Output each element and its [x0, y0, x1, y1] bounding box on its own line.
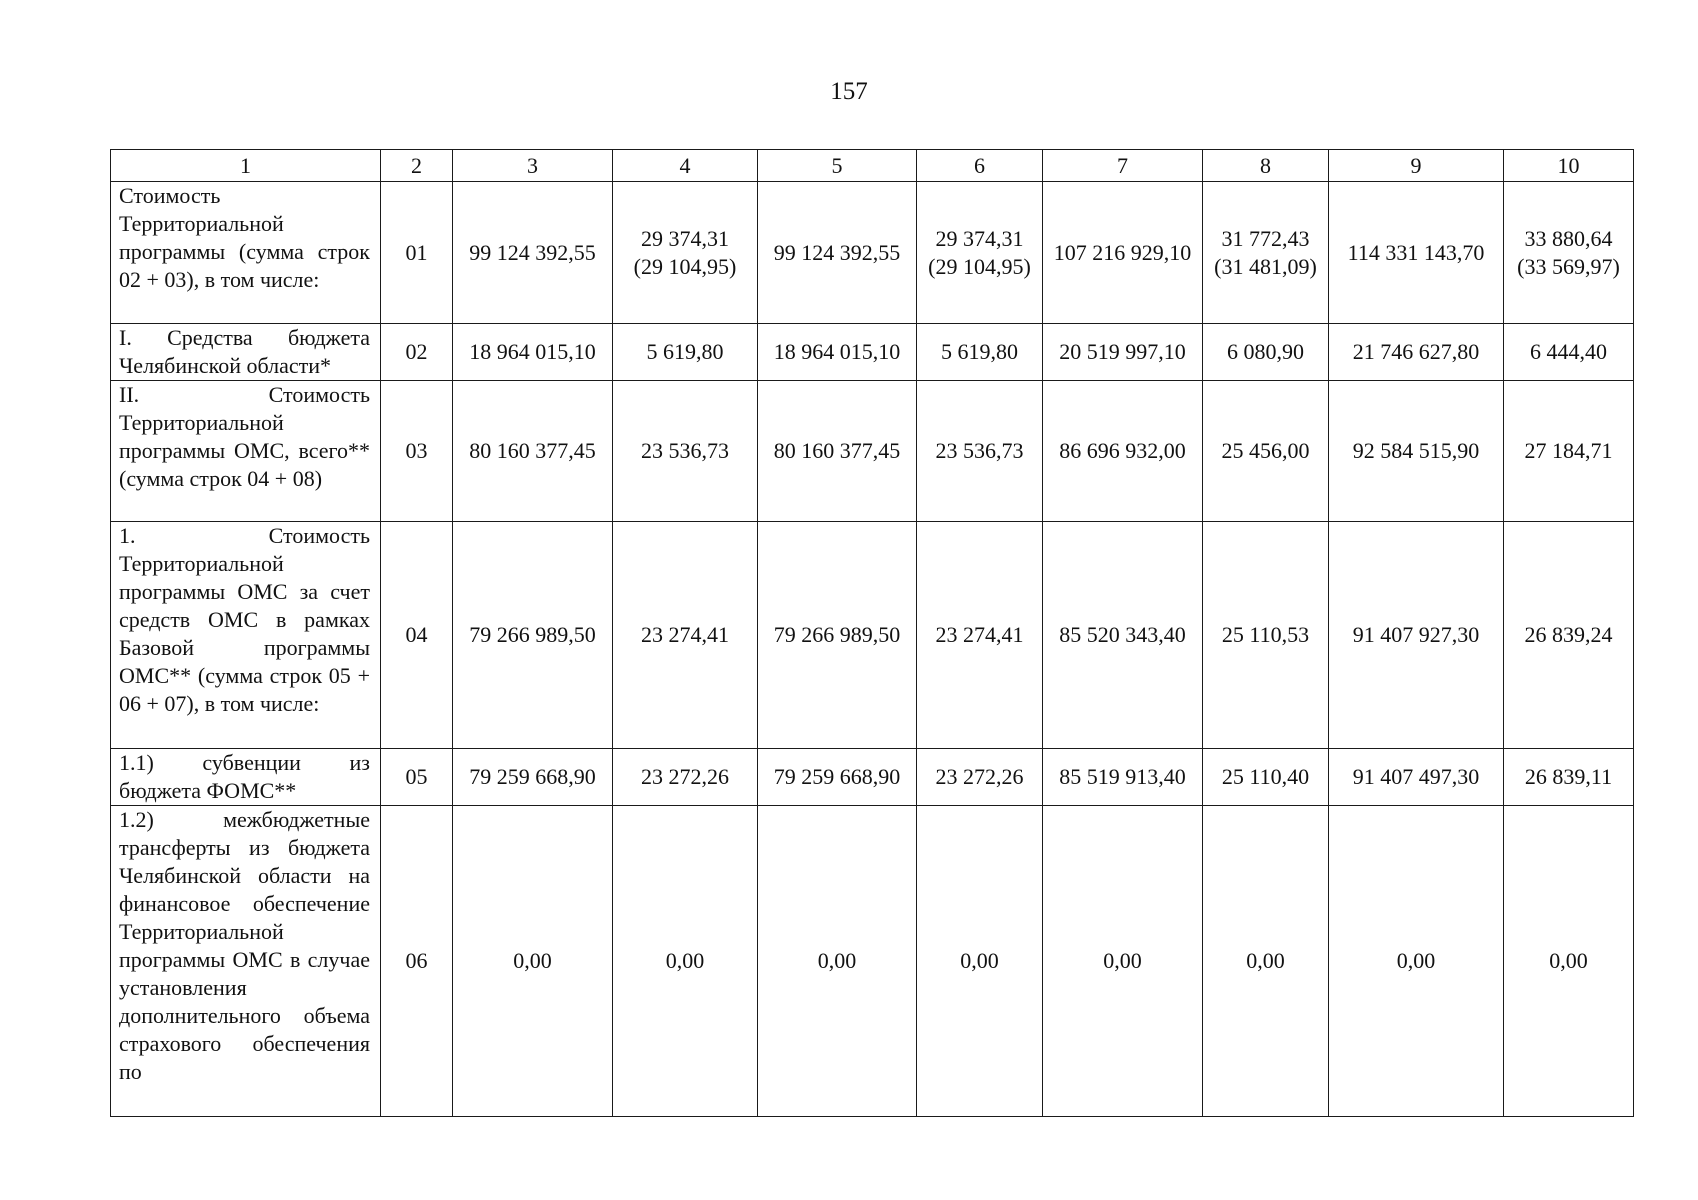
cell-value: 29 374,31: [641, 225, 729, 251]
cell-value-alt: (29 104,95): [928, 253, 1031, 279]
cell-value-alt: (29 104,95): [633, 253, 737, 279]
table-row: [111, 749, 1634, 806]
table-cell: 20 519 997,10: [1043, 324, 1203, 381]
table-cell: 23 272,26: [613, 749, 758, 806]
table-cell: 0,00: [1043, 806, 1203, 1117]
table-cell: 92 584 515,90: [1329, 381, 1504, 522]
table-cell: 23 536,73: [917, 381, 1043, 522]
table-cell: [1504, 182, 1634, 324]
row-label: Стоимость Территориальной программы (сумма строк 02 + 03), в том числе:: [111, 182, 381, 324]
table-cell: 79 266 989,50: [758, 522, 917, 749]
table-cell: 91 407 497,30: [1329, 749, 1504, 806]
row-label: 1.1) субвенции из бюджета ФОМС**: [111, 749, 381, 806]
table-cell: 23 274,41: [917, 522, 1043, 749]
table-row: [111, 806, 1634, 1117]
table-cell: 85 519 913,40: [1043, 749, 1203, 806]
table-cell: 0,00: [1203, 806, 1329, 1117]
budget-table: [110, 149, 1634, 1117]
table-cell: 23 272,26: [917, 749, 1043, 806]
table-cell: 114 331 143,70: [1329, 182, 1504, 324]
column-header: 5: [758, 150, 917, 182]
column-header: 9: [1329, 150, 1504, 182]
table-cell: 25 110,40: [1203, 749, 1329, 806]
table-cell: 0,00: [453, 806, 613, 1117]
column-header: 3: [453, 150, 613, 182]
table-cell: 27 184,71: [1504, 381, 1634, 522]
row-code: 02: [381, 324, 453, 381]
table-cell: 21 746 627,80: [1329, 324, 1504, 381]
cell-value-alt: (31 481,09): [1214, 253, 1317, 279]
table-cell: 79 259 668,90: [758, 749, 917, 806]
table-cell: 6 444,40: [1504, 324, 1634, 381]
table-cell: 5 619,80: [613, 324, 758, 381]
column-header: 1: [111, 150, 381, 182]
table-cell: 0,00: [1504, 806, 1634, 1117]
table-cell: 79 266 989,50: [453, 522, 613, 749]
table-cell: 26 839,11: [1504, 749, 1634, 806]
table-cell: [917, 182, 1043, 324]
column-header: 8: [1203, 150, 1329, 182]
table-cell: 85 520 343,40: [1043, 522, 1203, 749]
table-cell: 0,00: [758, 806, 917, 1117]
table-cell: 23 274,41: [613, 522, 758, 749]
cell-value-alt: (33 569,97): [1517, 253, 1620, 279]
table-cell: 80 160 377,45: [453, 381, 613, 522]
table-cell: 79 259 668,90: [453, 749, 613, 806]
row-code: 06: [381, 806, 453, 1117]
table-cell: 91 407 927,30: [1329, 522, 1504, 749]
table-cell: [613, 182, 758, 324]
row-code: 04: [381, 522, 453, 749]
table-cell: [1203, 182, 1329, 324]
table-cell: 99 124 392,55: [453, 182, 613, 324]
table-cell: 5 619,80: [917, 324, 1043, 381]
page-number: 157: [830, 78, 868, 105]
table-cell: 99 124 392,55: [758, 182, 917, 324]
table-row: [111, 522, 1634, 749]
row-code: 01: [381, 182, 453, 324]
row-label: I. Средства бюджета Челябинской области*: [111, 324, 381, 381]
column-header: 2: [381, 150, 453, 182]
table-cell: 26 839,24: [1504, 522, 1634, 749]
table-cell: 23 536,73: [613, 381, 758, 522]
table-cell: 0,00: [1329, 806, 1504, 1117]
table-row: [111, 182, 1634, 324]
row-label: II. Стоимость Территориальной программы ОМС, всего** (сумма строк 04 + 08): [111, 381, 381, 522]
table-cell: 25 456,00: [1203, 381, 1329, 522]
table-cell: 18 964 015,10: [758, 324, 917, 381]
row-label: 1.2) межбюджетные трансферты из бюджета Челябинской области на финансовое обеспечение Территориальной программы ОМС в случае установления дополнительного объема страхового обеспечения по: [111, 806, 381, 1117]
table-cell: 18 964 015,10: [453, 324, 613, 381]
table-cell: 6 080,90: [1203, 324, 1329, 381]
cell-value: 33 880,64: [1524, 225, 1613, 251]
table-cell: 107 216 929,10: [1043, 182, 1203, 324]
column-header: 10: [1504, 150, 1634, 182]
table-cell: 25 110,53: [1203, 522, 1329, 749]
column-header: 4: [613, 150, 758, 182]
header-row: [111, 150, 1634, 182]
row-label: 1. Стоимость Территориальной программы ОМС за счет средств ОМС в рамках Базовой программы ОМС** (сумма строк 05 + 06 + 07), в том числе:: [111, 522, 381, 749]
row-code: 05: [381, 749, 453, 806]
table-row: [111, 381, 1634, 522]
table-cell: 86 696 932,00: [1043, 381, 1203, 522]
column-header: 7: [1043, 150, 1203, 182]
column-header: 6: [917, 150, 1043, 182]
table-cell: 0,00: [613, 806, 758, 1117]
cell-value: 29 374,31: [935, 225, 1024, 251]
cell-value: 31 772,43: [1221, 225, 1310, 251]
table-row: [111, 324, 1634, 381]
table-cell: 80 160 377,45: [758, 381, 917, 522]
table-cell: 0,00: [917, 806, 1043, 1117]
row-code: 03: [381, 381, 453, 522]
